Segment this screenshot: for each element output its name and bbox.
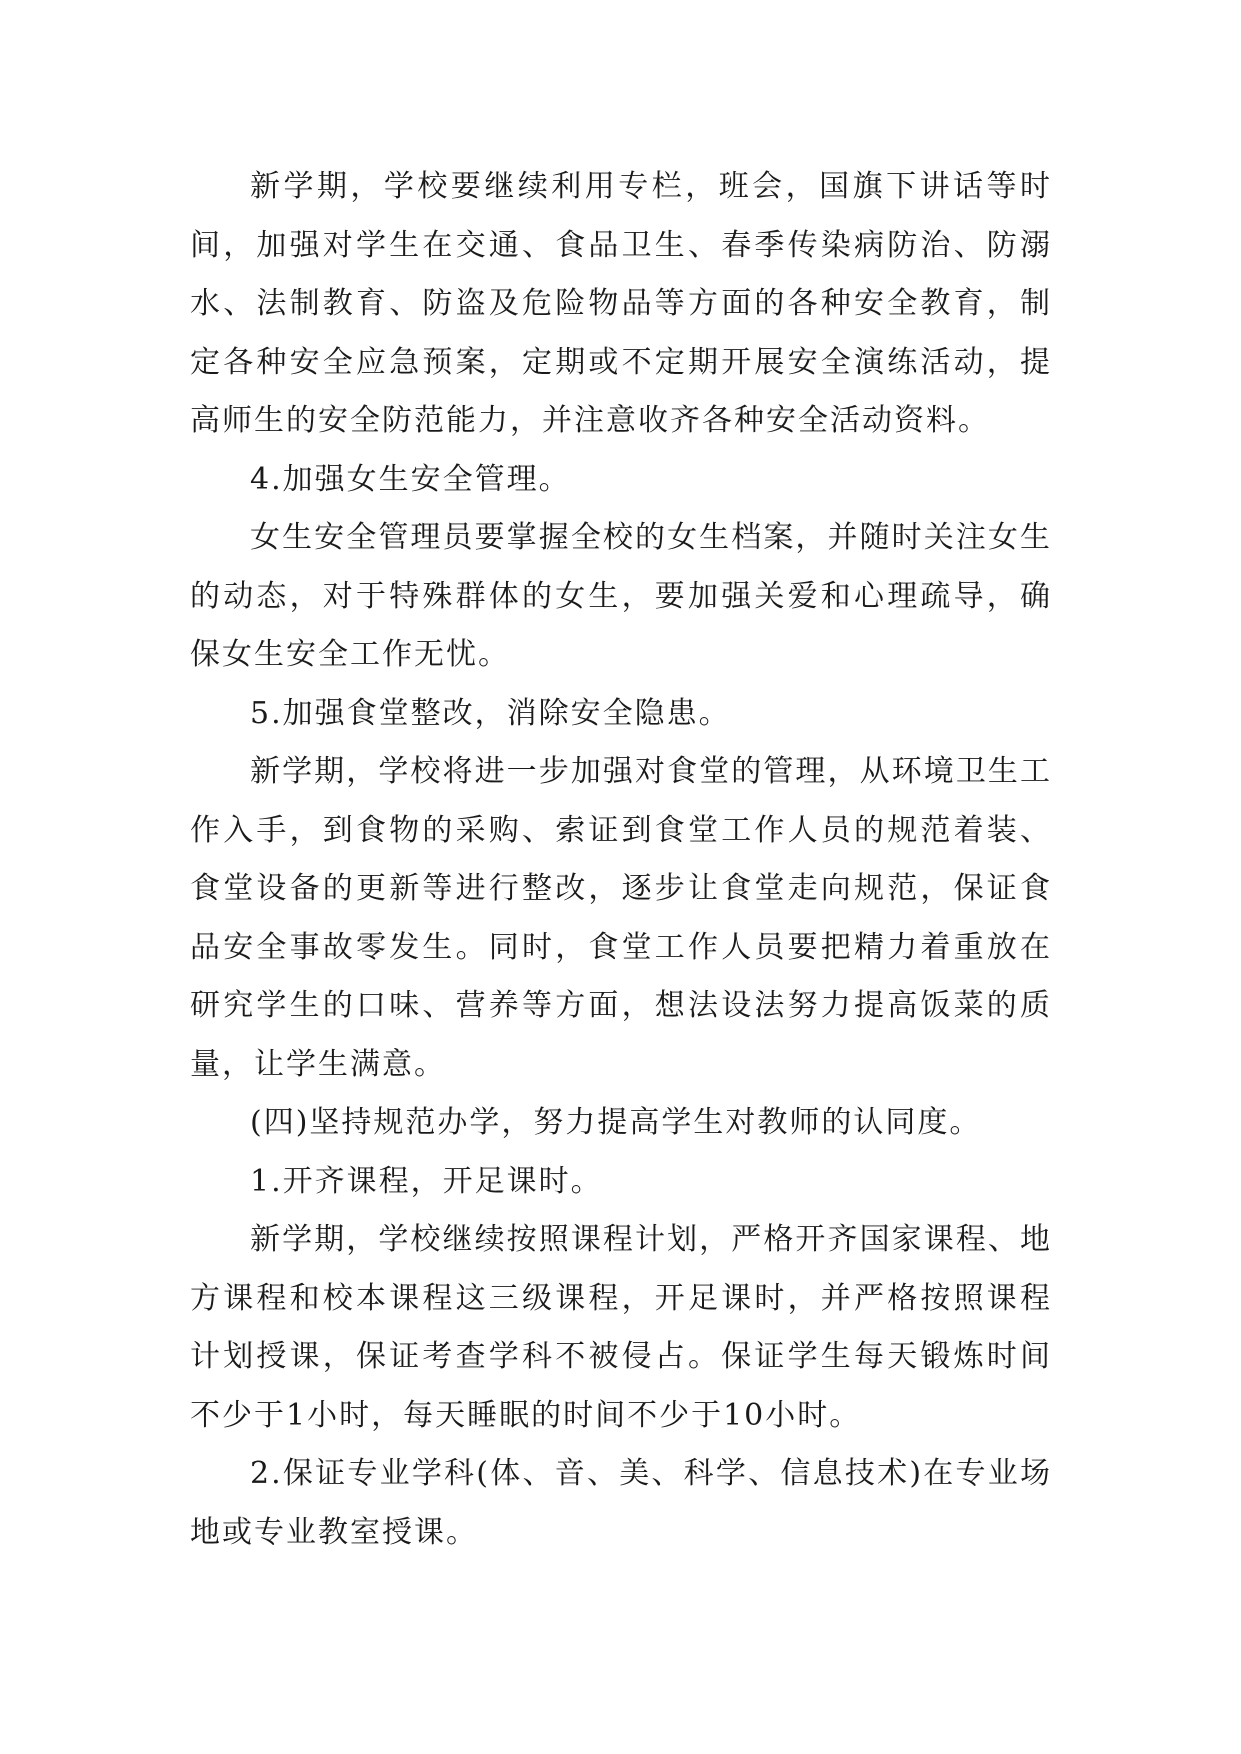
paragraph-girls-safety: 女生安全管理员要掌握全校的女生档案，并随时关注女生的动态，对于特殊群体的女生，要加强关爱和心理疏导，确保女生安全工作无忧。 [190,520,1052,672]
paragraph-canteen: 新学期，学校将进一步加强对食堂的管理，从环境卫生工作入手，到食物的采购、索证到食堂工作人员的规范着装、食堂设备的更新等进行整改，逐步让食堂走向规范，保证食品安全事故零发生。同时，食堂工作人员要把精力着重放在研究学生的口味、营养等方面，想法设法努力提高饭菜的质量，让学生满意。 [190,754,1052,1082]
paragraph-safety-education: 新学期，学校要继续利用专栏，班会，国旗下讲话等时间，加强对学生在交通、食品卫生、春季传染病防治、防溺水、法制教育、防盗及危险物品等方面的各种安全教育，制定各种安全应急预案，定期或不定期开展安全演练活动，提高师生的安全防范能力，并注意收齐各种安全活动资料。 [190,169,1052,438]
document-page [190,158,1052,1658]
heading-section-four: (四)坚持规范办学，努力提高学生对教师的认同度。 [250,1105,982,1140]
heading-girls-safety: 4.加强女生安全管理。 [250,461,571,497]
heading-courses: 1.开齐课程，开足课时。 [250,1163,603,1199]
heading-canteen: 5.加强食堂整改，消除安全隐患。 [250,695,731,731]
paragraph-courses: 新学期，学校继续按照课程计划，严格开齐国家课程、地方课程和校本课程这三级课程，开足课时，并严格按照课程计划授课，保证考查学科不被侵占。保证学生每天锻炼时间不少于1小时，每天睡眠的时间不少于10小时。 [190,1222,1052,1433]
paragraph-special-subjects: 2.保证专业学科(体、音、美、科学、信息技术)在专业场地或专业教室授课。 [190,1456,1052,1550]
